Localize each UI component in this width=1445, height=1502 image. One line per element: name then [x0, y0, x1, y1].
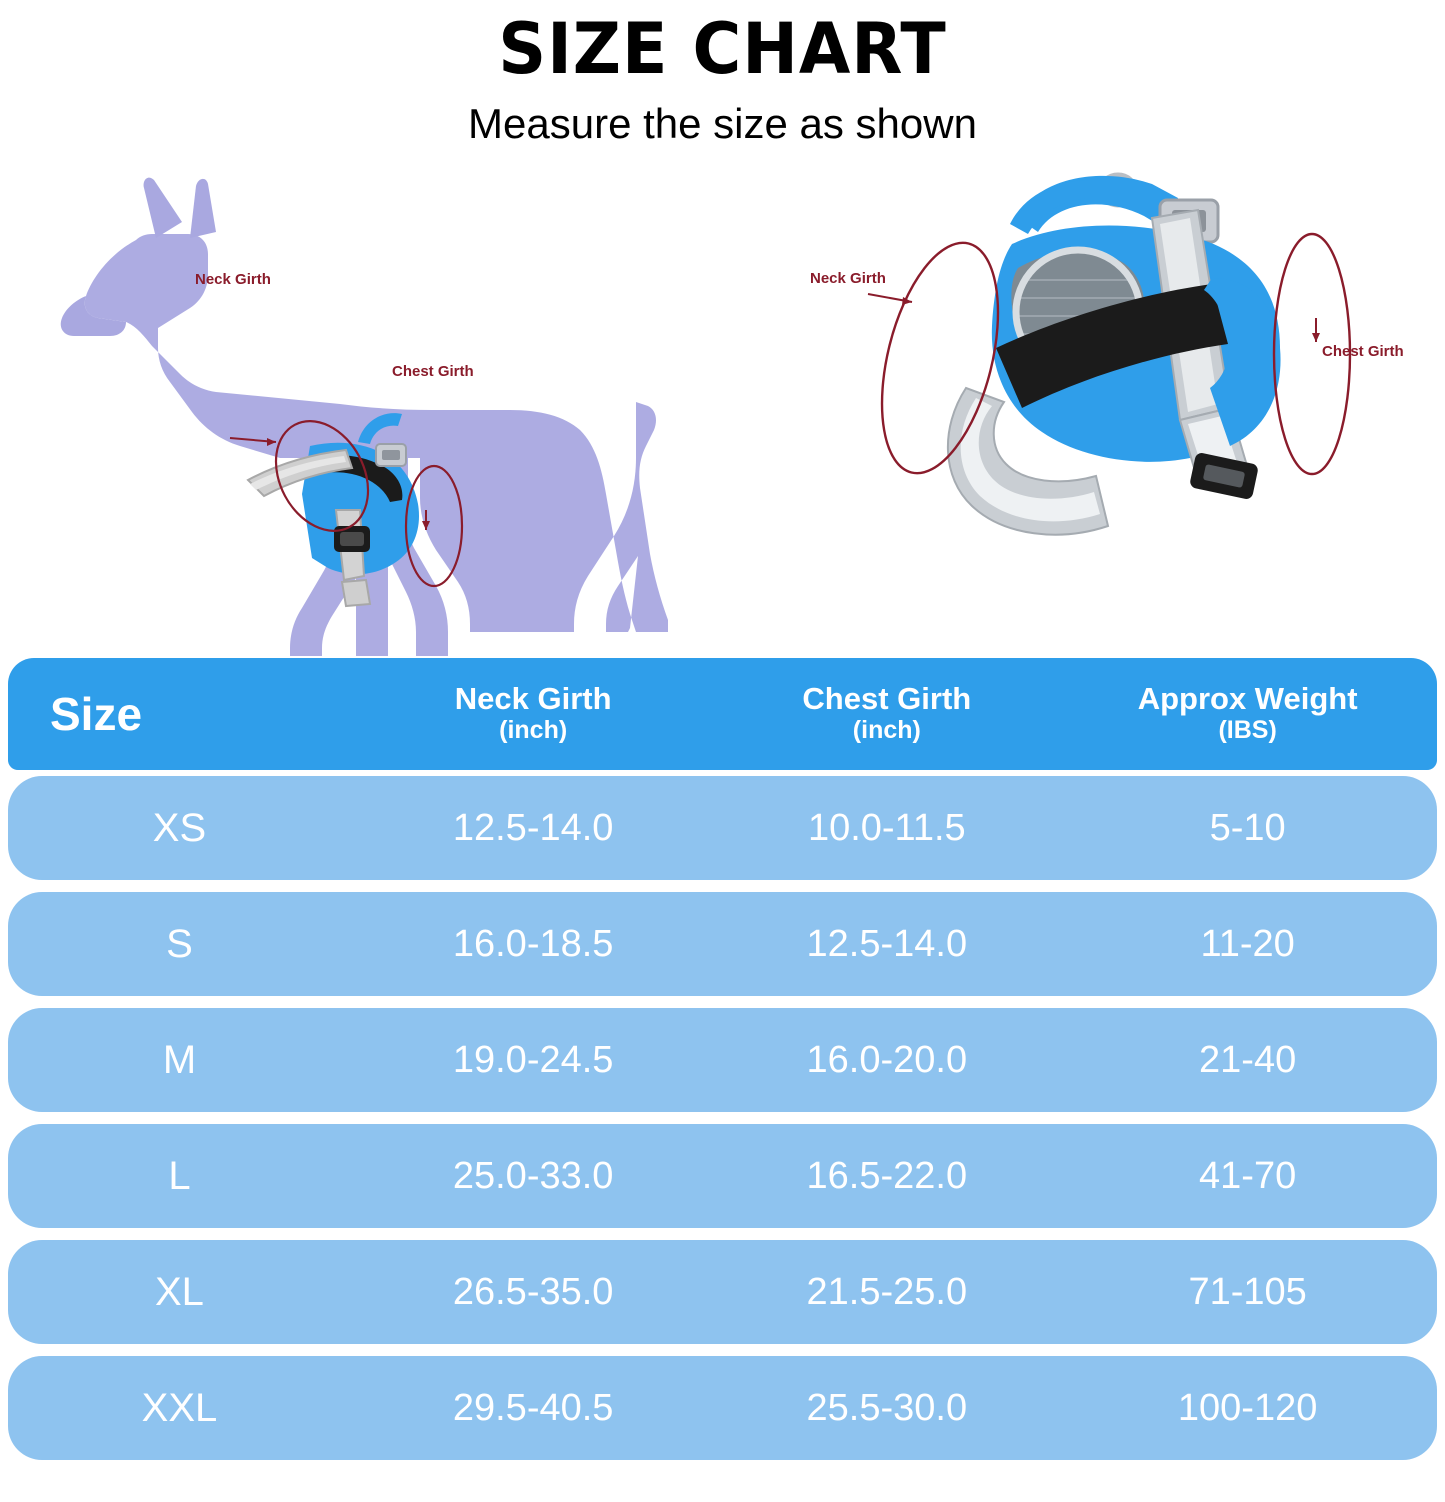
- cell-chest: 10.0-11.5: [807, 806, 966, 849]
- table-row: [8, 1240, 1437, 1344]
- cell-neck: 12.5-14.0: [452, 806, 614, 849]
- cell-chest: 21.5-25.0: [806, 1270, 968, 1313]
- table-row: [8, 1124, 1437, 1228]
- illustrations-row: [0, 158, 1445, 658]
- cell-weight: 71-105: [1188, 1270, 1307, 1313]
- neck-girth-label-left: Neck Girth: [195, 271, 271, 288]
- table-header-row: [8, 658, 1437, 770]
- cell-chest: 16.5-22.0: [806, 1154, 968, 1197]
- table-row: [8, 1008, 1437, 1112]
- column-header-chest: [715, 683, 1058, 744]
- cell-chest: 12.5-14.0: [806, 922, 968, 965]
- dog-silhouette-icon: [40, 158, 700, 658]
- cell-size: S: [166, 921, 193, 966]
- cell-weight: 11-20: [1200, 922, 1295, 965]
- column-header-weight-main: Approx Weight: [1137, 681, 1358, 717]
- chest-girth-label-left: Chest Girth: [392, 363, 474, 380]
- cell-neck: 26.5-35.0: [452, 1270, 614, 1313]
- cell-weight: 5-10: [1209, 806, 1286, 849]
- cell-size: L: [168, 1153, 191, 1198]
- cell-size: M: [162, 1037, 197, 1082]
- harness-product-icon: [760, 158, 1420, 658]
- cell-neck: 16.0-18.5: [452, 922, 614, 965]
- cell-chest: 25.5-30.0: [806, 1386, 968, 1429]
- chest-girth-label-right: Chest Girth: [1322, 343, 1404, 360]
- cell-size: XXL: [141, 1385, 218, 1430]
- column-header-weight-unit: (IBS): [1218, 715, 1277, 744]
- dog-illustration: [40, 158, 700, 658]
- column-header-neck: [351, 683, 715, 744]
- cell-weight: 21-40: [1199, 1038, 1297, 1081]
- table-row: [8, 776, 1437, 880]
- table-row: [8, 892, 1437, 996]
- cell-size: XS: [152, 805, 207, 850]
- cell-neck: 19.0-24.5: [452, 1038, 614, 1081]
- cell-weight: 41-70: [1199, 1154, 1297, 1197]
- page-title: SIZE CHART: [498, 8, 947, 90]
- column-header-neck-main: Neck Girth: [454, 681, 612, 717]
- column-header-chest-main: Chest Girth: [802, 681, 972, 717]
- cell-weight: 100-120: [1177, 1386, 1318, 1429]
- neck-girth-label-right: Neck Girth: [810, 270, 886, 287]
- cell-neck: 25.0-33.0: [452, 1154, 614, 1197]
- size-chart-page: [0, 8, 1445, 1502]
- cell-chest: 16.0-20.0: [806, 1038, 968, 1081]
- table-row: [8, 1356, 1437, 1460]
- cell-neck: 29.5-40.5: [452, 1386, 614, 1429]
- column-header-size: Size: [50, 688, 143, 740]
- cell-size: XL: [155, 1269, 204, 1314]
- column-header-neck-unit: (inch): [499, 715, 568, 744]
- column-header-weight: [1058, 683, 1437, 744]
- column-header-chest-unit: (inch): [852, 715, 921, 744]
- size-table: [8, 658, 1437, 1472]
- page-subtitle: Measure the size as shown: [468, 100, 977, 147]
- product-illustration: [760, 158, 1420, 658]
